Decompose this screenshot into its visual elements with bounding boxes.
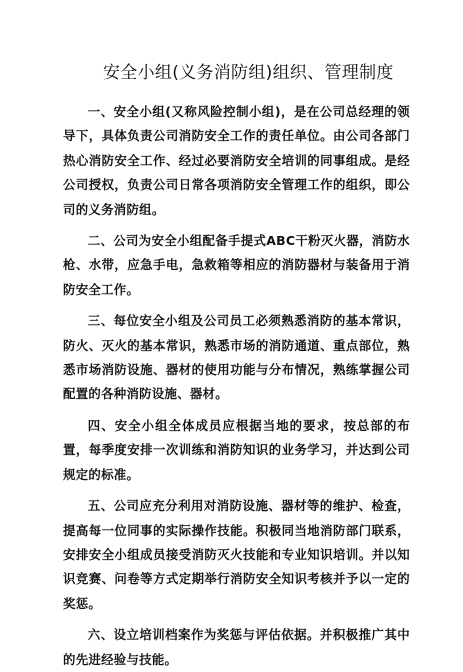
paragraph-5: 五、公司应充分利用对消防设施、器材等的维护、检查，提高每一位同事的实际操作技能。积极同当地消防部门联系，安排安全小组成员接受消防灭火技能和专业知识培训。并以知识竞赛、问卷等方式定期举行消防安全知识考核并予以一定的奖惩。	[63, 498, 410, 611]
paragraph-6: 六、设立培训档案作为奖惩与评估依据。并积极推广其中的先进经验与技能。	[63, 627, 410, 667]
paragraph-4: 四、安全小组全体成员应根据当地的要求，按总部的布置，每季度安排一次训练和消防知识的业务学习，并达到公司规定的标准。	[63, 417, 410, 482]
paragraph-1: 一、安全小组(又称风险控制小组)，是在公司总经理的领导下，具体负责公司消防安全工作的责任单位。由公司各部门热心消防安全工作、经过必要消防安全培训的同事组成。是经公司授权，负责公司日常各项消防安全管理工作的组织，即公司的义务消防组。	[63, 104, 410, 217]
paragraph-2: 二、公司为安全小组配备手提式ABC干粉灭火器，消防水枪、水带，应急手电，急救箱等相应的消防器材与装备用于消防安全工作。	[63, 233, 410, 297]
document-title: 安全小组(义务消防组)组织、管理制度	[103, 63, 394, 83]
paragraph-3: 三、每位安全小组及公司员工必须熟悉消防的基本常识，防火、灭火的基本常识，熟悉市场的消防通道、重点部位，熟悉市场消防设施、器材的使用功能与分布情况，熟练掌握公司配置的各种消防设施、器材。	[63, 313, 410, 402]
